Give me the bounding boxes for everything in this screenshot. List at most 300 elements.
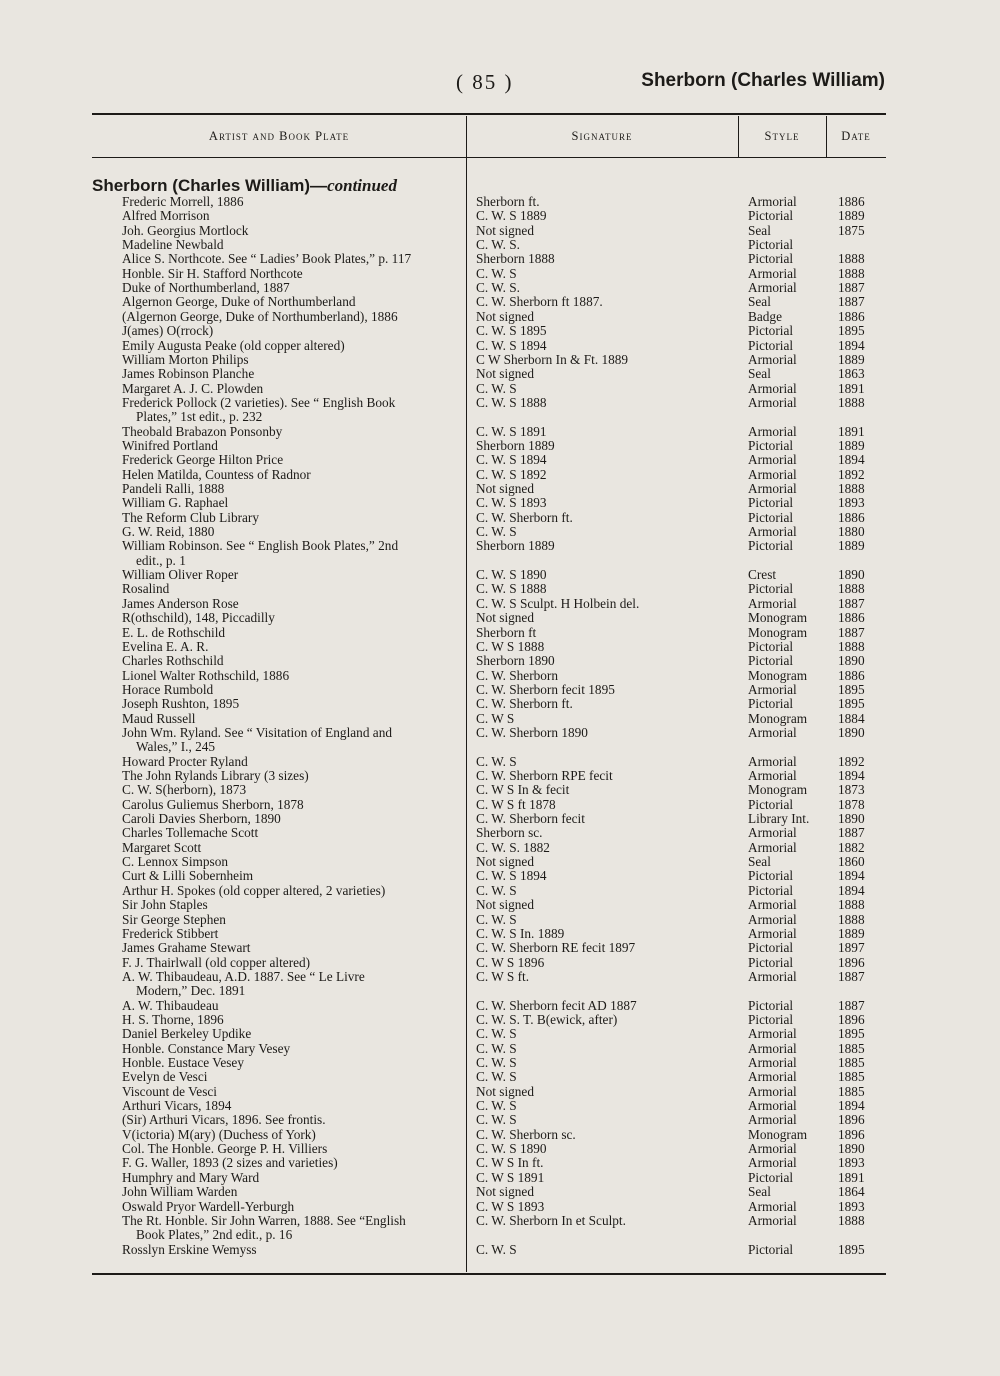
entry-signature: Not signed bbox=[476, 222, 534, 238]
entry-date: 1894 bbox=[838, 337, 865, 353]
entry-date: 1878 bbox=[838, 796, 865, 812]
entry-name bbox=[122, 769, 462, 783]
entry-date: 1887 bbox=[838, 968, 865, 984]
entry-name-text: Helen Matilda, Countess of Radnor bbox=[122, 466, 311, 482]
entry-style: Armorial bbox=[748, 1198, 797, 1214]
entry-name-continuation: Modern,” Dec. 1891 bbox=[136, 983, 246, 999]
entry-name-text: Honble. Sir H. Stafford Northcote bbox=[122, 265, 303, 281]
entry-name-text: G. W. Reid, 1880 bbox=[122, 524, 215, 540]
entry-style: Armorial bbox=[748, 423, 797, 439]
entry-signature: C. W. S bbox=[476, 1112, 517, 1128]
entry-name bbox=[122, 654, 462, 668]
entry-name-continuation: Plates,” 1st edit., p. 232 bbox=[136, 409, 263, 425]
section-title bbox=[92, 176, 397, 196]
entry-style: Armorial bbox=[748, 724, 797, 740]
entry-name-text: Viscount de Vesci bbox=[122, 1083, 217, 1099]
entry-signature: C. W. S. bbox=[476, 237, 520, 253]
entry-signature: C. W. S. bbox=[476, 280, 520, 296]
entry-signature: Sherborn ft bbox=[476, 624, 537, 640]
entry-name bbox=[122, 697, 462, 711]
entry-signature: C. W. Sherborn ft. bbox=[476, 696, 573, 712]
entry-name bbox=[122, 869, 462, 883]
entry-signature: Not signed bbox=[476, 481, 534, 496]
entry-name-text: Joh. Georgius Mortlock bbox=[122, 222, 249, 238]
entry-style: Armorial bbox=[748, 1155, 797, 1171]
entry-name bbox=[122, 597, 462, 611]
entry-name-continuation: Book Plates,” 2nd edit., p. 16 bbox=[136, 1227, 293, 1243]
entry-name bbox=[122, 669, 462, 683]
entry-name-text: J(ames) O(rrock) bbox=[122, 323, 214, 339]
entry-date: 1884 bbox=[838, 710, 865, 726]
entry-style: Armorial bbox=[748, 1055, 797, 1070]
entry-name-text: The Rt. Honble. Sir John Warren, 1888. See “English bbox=[122, 1212, 406, 1228]
entry-name bbox=[122, 841, 462, 855]
section-title-text: Sherborn (Charles William)— bbox=[92, 176, 328, 195]
entry-signature: C. W S bbox=[476, 710, 515, 726]
entry-style: Armorial bbox=[748, 825, 797, 841]
entry-name-text: William G. Raphael bbox=[122, 495, 229, 511]
entry-name bbox=[122, 252, 462, 266]
entry-name-text: William Oliver Roper bbox=[122, 567, 239, 583]
entry-name-text: C. W. S(herborn), 1873 bbox=[122, 782, 247, 798]
entry-date: 1894 bbox=[838, 882, 865, 898]
entry-signature: C. W. S bbox=[476, 1026, 517, 1042]
entry-name-text: (Sir) Arthuri Vicars, 1896. See frontis. bbox=[122, 1112, 326, 1128]
entry-name bbox=[122, 1027, 462, 1041]
entry-name-text: F. J. Thairlwall (old copper altered) bbox=[122, 954, 311, 970]
entry-date: 1887 bbox=[838, 624, 865, 640]
entry-style: Pictorial bbox=[748, 437, 794, 453]
entry-style: Monogram bbox=[748, 782, 808, 798]
entry-signature: C. W S ft. bbox=[476, 968, 530, 984]
entry-style: Armorial bbox=[748, 524, 797, 540]
entry-date: 1889 bbox=[838, 208, 865, 224]
entry-date: 1888 bbox=[838, 911, 865, 927]
entry-style: Seal bbox=[748, 222, 771, 238]
entry-name bbox=[122, 367, 462, 381]
entry-signature: Not signed bbox=[476, 1184, 534, 1200]
entry-signature: C. W. Sherborn 1890 bbox=[476, 724, 588, 740]
entry-name bbox=[122, 826, 462, 840]
entry-signature: C. W. S 1892 bbox=[476, 466, 547, 482]
entry-date: 1882 bbox=[838, 839, 865, 855]
entry-date: 1889 bbox=[838, 351, 865, 367]
entry-name-text: Caroli Davies Sherborn, 1890 bbox=[122, 811, 281, 827]
entry-signature: Not signed bbox=[476, 308, 534, 324]
entry-signature: Sherborn ft. bbox=[476, 194, 540, 209]
entry-style: Armorial bbox=[748, 194, 797, 209]
entry-date: 1894 bbox=[838, 1098, 865, 1114]
entry-style: Armorial bbox=[748, 1026, 797, 1042]
entry-name bbox=[122, 640, 462, 654]
entry-date: 1875 bbox=[838, 222, 865, 238]
entry-name-text: Emily Augusta Peake (old copper altered) bbox=[122, 337, 345, 353]
entry-signature: C. W. S Sculpt. H Holbein del. bbox=[476, 595, 640, 611]
entry-style: Armorial bbox=[748, 968, 797, 984]
entry-name-text: Frederic Morrell, 1886 bbox=[122, 194, 244, 209]
entry-style: Armorial bbox=[748, 1069, 797, 1085]
entry-name-text: William Morton Philips bbox=[122, 351, 249, 367]
entry-name bbox=[122, 683, 462, 697]
entry-signature: C. W. S 1895 bbox=[476, 323, 547, 339]
entry-date: 1896 bbox=[838, 954, 865, 970]
entry-name-text: E. L. de Rothschild bbox=[122, 624, 226, 640]
entry-style: Armorial bbox=[748, 466, 797, 482]
entry-name-text: Winifred Portland bbox=[122, 437, 218, 453]
entry-date: 1888 bbox=[838, 581, 865, 597]
entry-signature: Sherborn sc. bbox=[476, 825, 543, 841]
entry-style: Pictorial bbox=[748, 509, 794, 525]
entry-date: 1888 bbox=[838, 481, 865, 496]
entry-date: 1890 bbox=[838, 1141, 865, 1157]
entry-name bbox=[122, 511, 462, 525]
entry-signature: C. W. S bbox=[476, 1040, 517, 1056]
entry-style: Armorial bbox=[748, 1112, 797, 1128]
entry-signature: Not signed bbox=[476, 610, 534, 626]
entry-name bbox=[122, 1214, 462, 1243]
entry-name-text: Margaret A. J. C. Plowden bbox=[122, 380, 264, 396]
entry-name-text: Pandeli Ralli, 1888 bbox=[122, 481, 225, 496]
entry-style: Pictorial bbox=[748, 323, 794, 339]
entry-signature: C. W. S bbox=[476, 1098, 517, 1114]
entry-signature: C. W S 1888 bbox=[476, 638, 545, 654]
entry-date: 1890 bbox=[838, 724, 865, 740]
entry-date: 1893 bbox=[838, 495, 865, 511]
entry-name-continuation: edit., p. 1 bbox=[136, 552, 186, 568]
entry-style: Pictorial bbox=[748, 653, 794, 669]
entry-style: Armorial bbox=[748, 681, 797, 697]
entry-signature: C. W S 1891 bbox=[476, 1169, 545, 1185]
entry-name-text: Sir John Staples bbox=[122, 897, 208, 913]
entry-signature: C. W. Sherborn bbox=[476, 667, 559, 683]
entry-signature: Not signed bbox=[476, 366, 534, 382]
entry-style: Pictorial bbox=[748, 1011, 794, 1027]
entry-style: Pictorial bbox=[748, 997, 794, 1013]
column-header-artist: Artist and Book Plate bbox=[208, 129, 350, 143]
entry-name bbox=[122, 267, 462, 281]
table-top-rule bbox=[92, 113, 886, 115]
entry-signature: C. W. S bbox=[476, 265, 517, 281]
header-bottom-rule-left bbox=[92, 157, 466, 158]
entry-name bbox=[122, 1142, 462, 1156]
entry-style: Pictorial bbox=[748, 882, 794, 898]
entry-name-text: V(ictoria) M(ary) (Duchess of York) bbox=[122, 1126, 316, 1142]
entry-date: 1886 bbox=[838, 308, 865, 324]
entry-style: Pictorial bbox=[748, 954, 794, 970]
entry-name bbox=[122, 496, 462, 510]
entry-style: Monogram bbox=[748, 610, 808, 626]
entry-signature: C. W. S 1890 bbox=[476, 567, 547, 583]
entry-name bbox=[122, 295, 462, 309]
entry-signature: C. W S In ft. bbox=[476, 1155, 544, 1171]
entry-name bbox=[122, 1099, 462, 1113]
entry-date: 1891 bbox=[838, 1169, 865, 1185]
entry-date: 1895 bbox=[838, 681, 865, 697]
entry-style: Pictorial bbox=[748, 208, 794, 224]
entry-signature: C. W. S 1894 bbox=[476, 452, 547, 468]
entry-signature: C. W. Sherborn sc. bbox=[476, 1126, 576, 1142]
entry-name-text: Horace Rumbold bbox=[122, 681, 214, 697]
entry-name bbox=[122, 956, 462, 970]
entry-date: 1860 bbox=[838, 854, 865, 870]
entry-name bbox=[122, 798, 462, 812]
entry-date: 1894 bbox=[838, 768, 865, 783]
entry-style: Pictorial bbox=[748, 581, 794, 597]
column-header-date: Date bbox=[841, 129, 871, 143]
entry-signature: Not signed bbox=[476, 1083, 534, 1099]
entry-style: Monogram bbox=[748, 1126, 808, 1142]
entry-signature: Not signed bbox=[476, 854, 534, 870]
entry-name bbox=[122, 468, 462, 482]
entry-style: Pictorial bbox=[748, 796, 794, 812]
entry-name-text: Duke of Northumberland, 1887 bbox=[122, 280, 290, 296]
entry-date: 1886 bbox=[838, 194, 865, 209]
entry-style: Armorial bbox=[748, 265, 797, 281]
entry-name-text: Humphry and Mary Ward bbox=[122, 1169, 260, 1185]
entry-style: Pictorial bbox=[748, 868, 794, 884]
entry-date: 1891 bbox=[838, 423, 865, 439]
entry-name bbox=[122, 1243, 462, 1257]
entry-name bbox=[122, 1171, 462, 1185]
entry-style: Monogram bbox=[748, 667, 808, 683]
entry-name-text: James Robinson Planche bbox=[122, 366, 255, 382]
entry-name-text: Alice S. Northcote. See “ Ladies’ Book Plates,” p. 117 bbox=[122, 251, 412, 267]
entry-name-continuation: Wales,” I., 245 bbox=[136, 739, 216, 755]
entry-style: Monogram bbox=[748, 624, 808, 640]
entry-style: Pictorial bbox=[748, 538, 794, 554]
entry-date: 1873 bbox=[838, 782, 865, 798]
entry-style: Pictorial bbox=[748, 495, 794, 511]
entry-signature: Not signed bbox=[476, 897, 534, 913]
entry-name-text: Curt & Lilli Sobernheim bbox=[122, 868, 254, 884]
entry-name bbox=[122, 927, 462, 941]
entry-style: Pictorial bbox=[748, 237, 794, 253]
entry-style: Armorial bbox=[748, 925, 797, 941]
entry-name bbox=[122, 195, 462, 209]
entry-name-text: Charles Tollemache Scott bbox=[122, 825, 259, 841]
entry-style: Armorial bbox=[748, 753, 797, 769]
entry-style: Crest bbox=[748, 567, 777, 583]
entry-name bbox=[122, 324, 462, 338]
entry-signature: Sherborn 1890 bbox=[476, 653, 555, 669]
entry-name bbox=[122, 611, 462, 625]
entry-signature: C. W. S. 1882 bbox=[476, 839, 550, 855]
entry-name bbox=[122, 582, 462, 596]
entry-name bbox=[122, 339, 462, 353]
entry-name bbox=[122, 726, 462, 755]
entry-name-text: Rosalind bbox=[122, 581, 170, 597]
entry-signature: C. W. S 1891 bbox=[476, 423, 547, 439]
entry-name bbox=[122, 626, 462, 640]
entry-date: 1888 bbox=[838, 265, 865, 281]
entry-name-text: Margaret Scott bbox=[122, 839, 202, 855]
entry-style: Pictorial bbox=[748, 638, 794, 654]
entry-name-text: Sir George Stephen bbox=[122, 911, 226, 927]
entry-name bbox=[122, 1200, 462, 1214]
entry-name bbox=[122, 970, 462, 999]
entry-date: 1892 bbox=[838, 753, 865, 769]
entry-signature: C. W. S 1890 bbox=[476, 1141, 547, 1157]
entry-name-text: The Reform Club Library bbox=[122, 509, 259, 525]
entry-signature: C. W. S bbox=[476, 1241, 517, 1257]
entry-date: 1887 bbox=[838, 280, 865, 296]
entry-style: Armorial bbox=[748, 351, 797, 367]
entry-name bbox=[122, 525, 462, 539]
entry-style: Armorial bbox=[748, 595, 797, 611]
entry-name bbox=[122, 812, 462, 826]
table-bottom-rule bbox=[92, 1273, 886, 1275]
entry-date: 1888 bbox=[838, 638, 865, 654]
entry-name-text: James Anderson Rose bbox=[122, 595, 239, 611]
entry-signature: C. W S 1896 bbox=[476, 954, 545, 970]
section-continued: continued bbox=[327, 176, 397, 195]
entry-name-text: Rosslyn Erskine Wemyss bbox=[122, 1241, 257, 1257]
entry-name bbox=[122, 898, 462, 912]
entry-signature: C. W. S bbox=[476, 380, 517, 396]
entry-name bbox=[122, 1042, 462, 1056]
entry-name-text: Joseph Rushton, 1895 bbox=[122, 696, 240, 712]
entry-date: 1887 bbox=[838, 595, 865, 611]
entry-signature: C. W S ft 1878 bbox=[476, 796, 556, 812]
entry-name-text: Maud Russell bbox=[122, 710, 196, 726]
entry-name bbox=[122, 396, 462, 425]
entry-style: Seal bbox=[748, 854, 771, 870]
entry-style: Seal bbox=[748, 294, 771, 310]
entry-date: 1887 bbox=[838, 294, 865, 310]
entry-date: 1888 bbox=[838, 251, 865, 267]
entry-style: Badge bbox=[748, 308, 782, 324]
entry-signature: C. W S In & fecit bbox=[476, 782, 570, 798]
entry-date: 1896 bbox=[838, 1126, 865, 1142]
entry-name-text: Honble. Constance Mary Vesey bbox=[122, 1040, 291, 1056]
entry-name-text: Arthur H. Spokes (old copper altered, 2 varieties) bbox=[122, 882, 386, 898]
entry-name bbox=[122, 209, 462, 223]
entry-name bbox=[122, 884, 462, 898]
entry-name bbox=[122, 913, 462, 927]
entry-name-text: Frederick Pollock (2 varieties). See “ English Book bbox=[122, 394, 396, 410]
entry-name-text: C. Lennox Simpson bbox=[122, 854, 229, 870]
entry-date: 1890 bbox=[838, 567, 865, 583]
entry-signature: C. W. S 1888 bbox=[476, 581, 547, 597]
entry-date: 1890 bbox=[838, 811, 865, 827]
entry-name bbox=[122, 941, 462, 955]
entry-date: 1888 bbox=[838, 394, 865, 410]
column-header-signature: Signature bbox=[571, 129, 633, 143]
entry-date: 1880 bbox=[838, 524, 865, 540]
entry-signature: C. W. Sherborn RE fecit 1897 bbox=[476, 940, 636, 956]
entry-date: 1894 bbox=[838, 452, 865, 468]
entry-date: 1887 bbox=[838, 997, 865, 1013]
entry-style: Pictorial bbox=[748, 940, 794, 956]
entry-name-text: Charles Rothschild bbox=[122, 653, 224, 669]
entry-name bbox=[122, 382, 462, 396]
entry-signature: C. W. Sherborn fecit bbox=[476, 811, 585, 827]
entry-date: 1863 bbox=[838, 366, 865, 382]
entry-signature: C. W. S 1889 bbox=[476, 208, 547, 224]
entry-style: Armorial bbox=[748, 911, 797, 927]
entry-signature: C. W. S 1893 bbox=[476, 495, 547, 511]
entry-name bbox=[122, 783, 462, 797]
entry-name-text: Madeline Newbald bbox=[122, 237, 224, 253]
entry-signature: C. W. S bbox=[476, 882, 517, 898]
entry-name bbox=[122, 425, 462, 439]
entry-name-text: H. S. Thorne, 1896 bbox=[122, 1011, 224, 1027]
entry-date: 1888 bbox=[838, 897, 865, 913]
entry-date: 1895 bbox=[838, 1026, 865, 1042]
entry-signature: C. W. S In. 1889 bbox=[476, 925, 565, 941]
entry-date: 1885 bbox=[838, 1069, 865, 1085]
entry-name-text: (Algernon George, Duke of Northumberland), 1886 bbox=[122, 308, 398, 324]
entry-date: 1897 bbox=[838, 940, 865, 956]
entry-name bbox=[122, 568, 462, 582]
entry-name-text: A. W. Thibaudeau, A.D. 1887. See “ Le Livre bbox=[122, 968, 365, 984]
entry-name-text: A. W. Thibaudeau bbox=[122, 997, 219, 1013]
entry-name-text: James Grahame Stewart bbox=[122, 940, 251, 956]
page-number: ( 85 ) bbox=[456, 70, 514, 94]
entry-date: 1888 bbox=[838, 1212, 865, 1228]
entry-signature: C. W. S bbox=[476, 911, 517, 927]
entry-signature: C. W. S bbox=[476, 1055, 517, 1070]
header-bottom-rule-right bbox=[466, 157, 886, 158]
entry-name bbox=[122, 453, 462, 467]
entry-name bbox=[122, 238, 462, 252]
entry-name bbox=[122, 1070, 462, 1084]
entry-date: 1886 bbox=[838, 667, 865, 683]
entry-name-text: John Wm. Ryland. See “ Visitation of England and bbox=[122, 724, 392, 740]
entry-style: Armorial bbox=[748, 839, 797, 855]
entry-signature: C. W. Sherborn fecit 1895 bbox=[476, 681, 615, 697]
entry-name-text: The John Rylands Library (3 sizes) bbox=[122, 768, 309, 783]
entry-signature: C. W. S bbox=[476, 524, 517, 540]
entry-style: Armorial bbox=[748, 1141, 797, 1157]
entry-signature: Sherborn 1888 bbox=[476, 251, 555, 267]
entry-style: Pictorial bbox=[748, 337, 794, 353]
entry-style: Armorial bbox=[748, 380, 797, 396]
entry-style: Seal bbox=[748, 1184, 771, 1200]
entry-signature: C. W. S bbox=[476, 753, 517, 769]
entry-date: 1896 bbox=[838, 1112, 865, 1128]
entry-date: 1886 bbox=[838, 509, 865, 525]
entry-date: 1893 bbox=[838, 1155, 865, 1171]
entry-name bbox=[122, 999, 462, 1013]
entry-name bbox=[122, 281, 462, 295]
entry-date: 1892 bbox=[838, 466, 865, 482]
entry-name-text: Frederick George Hilton Price bbox=[122, 452, 284, 468]
entry-date: 1887 bbox=[838, 825, 865, 841]
entry-name-text: R(othschild), 148, Piccadilly bbox=[122, 610, 275, 626]
entry-name bbox=[122, 224, 462, 238]
entry-date: 1886 bbox=[838, 610, 865, 626]
entry-name-text: Daniel Berkeley Updike bbox=[122, 1026, 252, 1042]
entry-signature: C. W. Sherborn ft 1887. bbox=[476, 294, 603, 310]
entry-name bbox=[122, 1185, 462, 1199]
entry-date: 1885 bbox=[838, 1083, 865, 1099]
entry-name-text: Carolus Guliemus Sherborn, 1878 bbox=[122, 796, 304, 812]
entry-style: Armorial bbox=[748, 481, 797, 496]
entry-name-text: Theobald Brabazon Ponsonby bbox=[122, 423, 283, 439]
entry-style: Pictorial bbox=[748, 251, 794, 267]
entry-signature: Sherborn 1889 bbox=[476, 437, 555, 453]
entry-signature: C. W. S 1894 bbox=[476, 337, 547, 353]
entry-date: 1895 bbox=[838, 696, 865, 712]
entry-signature: C. W. S 1894 bbox=[476, 868, 547, 884]
entry-date: 1889 bbox=[838, 437, 865, 453]
entry-style: Armorial bbox=[748, 897, 797, 913]
entry-name bbox=[122, 1156, 462, 1170]
entry-name-text: Honble. Eustace Vesey bbox=[122, 1055, 244, 1070]
entry-name-text: Evelina E. A. R. bbox=[122, 638, 209, 654]
entry-name-text: Algernon George, Duke of Northumberland bbox=[122, 294, 356, 310]
